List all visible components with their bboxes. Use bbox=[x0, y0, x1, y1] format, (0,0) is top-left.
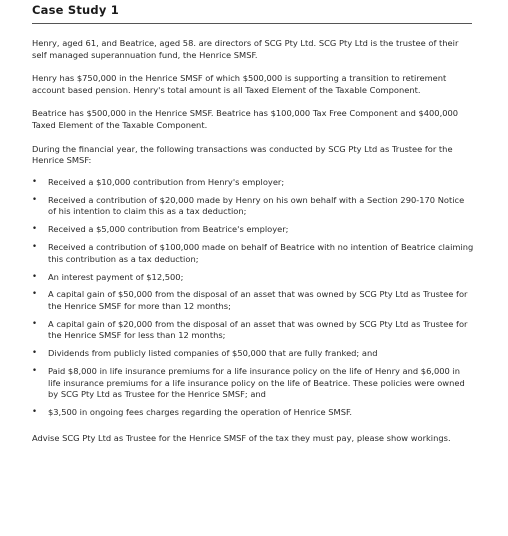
list-item-text: Received a contribution of $20,000 made by Henry on his own behalf with a Section 290-170 Notice of his intention to claim this as a tax deduction; bbox=[48, 194, 465, 217]
list-item bbox=[32, 195, 474, 218]
bullet-icon: • bbox=[32, 407, 38, 418]
list-item bbox=[32, 407, 474, 419]
list-item bbox=[32, 242, 474, 265]
bullet-icon: • bbox=[32, 242, 38, 253]
case-study-body bbox=[32, 38, 474, 445]
bullet-icon: • bbox=[32, 366, 38, 377]
bullet-icon: • bbox=[32, 224, 38, 235]
bullet-icon: • bbox=[32, 176, 38, 187]
list-item bbox=[32, 348, 474, 360]
paragraph-beatrice-balance: Beatrice has $500,000 in the Henrice SMSF. Beatrice has $100,000 Tax Free Component and $400,000 Taxed Element of the Taxable Component. bbox=[32, 108, 459, 130]
list-item bbox=[32, 319, 474, 342]
transactions-list bbox=[32, 177, 474, 419]
list-item-text: A capital gain of $50,000 from the disposal of an asset that was owned by SCG Pty Ltd as Trustee for the Henrice SMSF for more than 12 months; bbox=[48, 289, 468, 311]
list-item bbox=[32, 272, 474, 284]
list-item-text: Received a contribution of $100,000 made on behalf of Beatrice with no intention of Beatrice claiming this contribution as a tax deduction; bbox=[48, 242, 474, 264]
list-item bbox=[32, 224, 474, 236]
list-item bbox=[32, 177, 474, 189]
paragraph-instructions: Advise SCG Pty Ltd as Trustee for the Henrice SMSF of the tax they must pay, please show workings. bbox=[32, 432, 451, 443]
list-item-text: Received a $10,000 contribution from Henry's employer; bbox=[48, 176, 285, 187]
list-item-text: A capital gain of $20,000 from the disposal of an asset that was owned by SCG Pty Ltd as Trustee for the Henrice SMSF for less than 12 months; bbox=[48, 318, 468, 341]
bullet-icon: • bbox=[32, 289, 38, 300]
bullet-icon: • bbox=[32, 348, 38, 359]
list-item bbox=[32, 289, 474, 312]
list-item-text: An interest payment of $12,500; bbox=[48, 271, 184, 282]
paragraph-directors: Henry, aged 61, and Beatrice, aged 58. are directors of SCG Pty Ltd. SCG Pty Ltd is the trustee of their self managed superannuation fund, the Henrice SMSF. bbox=[32, 38, 459, 60]
list-item-text: Received a $5,000 contribution from Beatrice's employer; bbox=[48, 224, 289, 235]
case-study-title: Case Study 1 bbox=[32, 3, 119, 17]
paragraph-transactions-intro: During the financial year, the following transactions was conducted by SCG Pty Ltd as Trustee for the Henrice SMSF: bbox=[32, 143, 453, 166]
bullet-icon: • bbox=[32, 318, 38, 329]
list-item-text: $3,500 in ongoing fees charges regarding the operation of Henrice SMSF. bbox=[48, 407, 353, 418]
bullet-icon: • bbox=[32, 194, 38, 205]
list-item-text: Paid $8,000 in life insurance premiums for a life insurance policy on the life of Henry and $6,000 in life insurance premiums for a life insurance policy on the life of Beatrice. These policies were owned by SCG Pty Ltd as Trustee for the Henrice SMSF; and bbox=[48, 366, 465, 400]
list-item bbox=[32, 366, 474, 401]
bullet-icon: • bbox=[32, 271, 38, 282]
list-item-text: Dividends from publicly listed companies of $50,000 that are fully franked; and bbox=[48, 348, 378, 359]
paragraph-henry-balance: Henry has $750,000 in the Henrice SMSF of which $500,000 is supporting a transition to retirement account based pension. Henry's total amount is all Taxed Element of the Taxable Component. bbox=[32, 73, 447, 95]
title-divider bbox=[32, 23, 472, 24]
